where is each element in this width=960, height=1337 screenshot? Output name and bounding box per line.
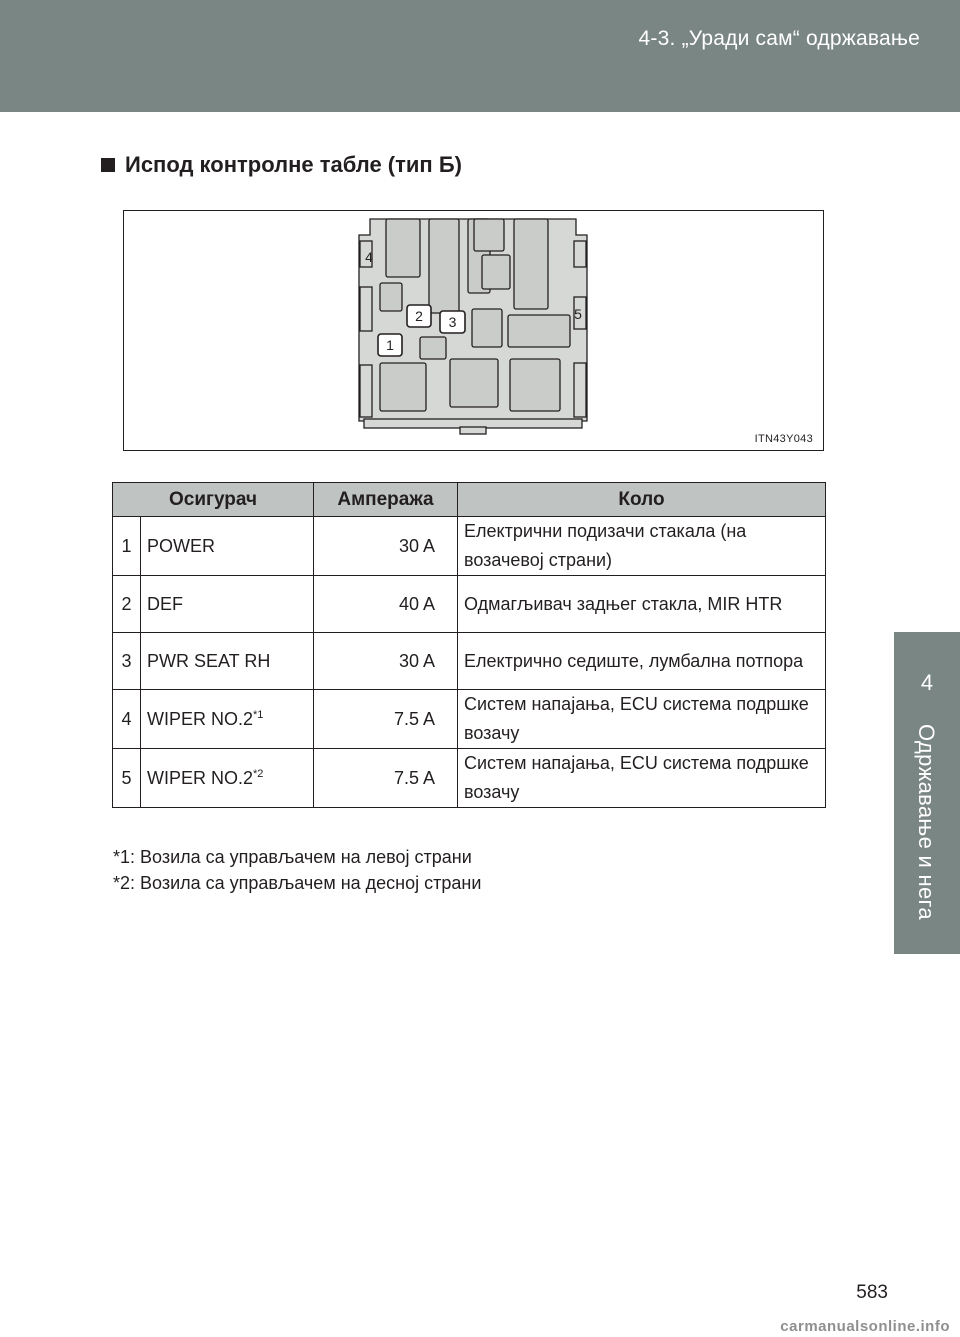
watermark[interactable]: carmanualsonline.info <box>780 1318 950 1335</box>
table-row <box>113 749 826 808</box>
footnote-2: *2: Возила са управљачем на десној страни <box>113 873 482 893</box>
chapter-side-tab[interactable] <box>894 632 960 954</box>
square-bullet-icon <box>101 158 115 172</box>
fuse-table <box>112 482 826 808</box>
callout-label-4: 4 <box>365 249 373 265</box>
table-header-row <box>113 483 826 517</box>
table-row <box>113 576 826 633</box>
fuse-number: 1 <box>113 517 141 576</box>
fuse-name-text: POWER <box>147 535 216 556</box>
table-row <box>113 690 826 749</box>
fuse-amperage: 40 A <box>314 576 458 633</box>
table-row <box>113 517 826 576</box>
footnote-marker: *2 <box>253 767 264 780</box>
fuse-number: 3 <box>113 633 141 690</box>
section-heading-text: Испод контролне табле (тип Б) <box>125 152 462 177</box>
footnote-marker: *1 <box>253 708 264 721</box>
fuse-amperage: 7.5 A <box>314 690 458 749</box>
fuse-name-text: PWR SEAT RH <box>147 650 271 671</box>
header-band <box>0 0 960 112</box>
chapter-number: 4 <box>920 670 934 695</box>
chapter-title: 4-3. „Уради сам“ одржавање <box>638 27 920 50</box>
section-heading <box>101 152 462 178</box>
fuse-circuit: Одмагљивач задњег стакла, MIR HTR <box>458 576 826 633</box>
fuse-amperage: 30 A <box>314 517 458 576</box>
fuse-number: 5 <box>113 749 141 808</box>
fuse-circuit: Систем напајања, ECU система подршке возачу <box>458 690 826 749</box>
fuse-amperage: 30 A <box>314 633 458 690</box>
callout-label-3: 3 <box>448 314 457 330</box>
header-fuse: Осигурач <box>113 483 314 517</box>
chapter-label: Одржавање и нега <box>914 724 939 920</box>
header-circuit: Коло <box>458 483 826 517</box>
fuse-box-diagram <box>124 211 823 450</box>
fuse-circuit: Електрично седиште, лумбална потпора <box>458 633 826 690</box>
figure-id: ITN43Y043 <box>754 433 813 445</box>
fuse-circuit: Електрични подизачи стакала (на возачевој страни) <box>458 517 826 576</box>
footnote-1: *1: Возила са управљачем на левој страни <box>113 847 472 867</box>
fuse-name <box>141 690 314 749</box>
fuse-name <box>141 576 314 633</box>
fuse-name-text: DEF <box>147 593 183 614</box>
fuse-name <box>141 633 314 690</box>
fuse-box-figure <box>123 210 824 451</box>
fuse-number: 2 <box>113 576 141 633</box>
footnotes <box>113 844 481 896</box>
callout-label-2: 2 <box>415 308 423 324</box>
fuse-name-text: WIPER NO.2 <box>147 708 254 729</box>
fuse-number: 4 <box>113 690 141 749</box>
fuse-name <box>141 749 314 808</box>
fuse-name-text: WIPER NO.2 <box>147 767 254 788</box>
fuse-amperage: 7.5 A <box>314 749 458 808</box>
fuse-circuit: Систем напајања, ECU система подршке возачу <box>458 749 826 808</box>
callout-label-1: 1 <box>386 337 394 353</box>
fuse-name <box>141 517 314 576</box>
page-number: 583 <box>856 1282 888 1303</box>
table-row <box>113 633 826 690</box>
callout-label-5: 5 <box>574 306 582 322</box>
header-amperage: Ампеража <box>314 483 458 517</box>
